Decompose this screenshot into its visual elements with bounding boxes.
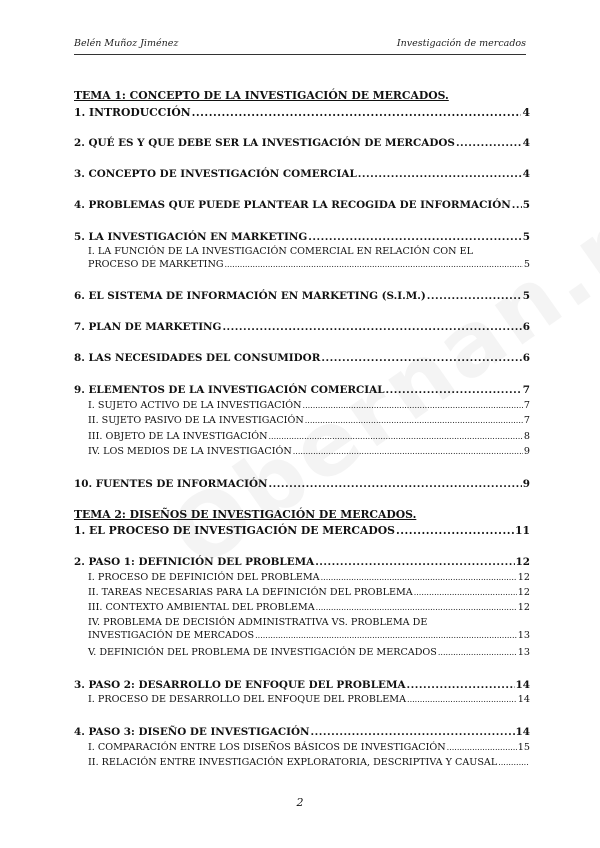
- toc-entry-page: 14: [517, 694, 530, 705]
- toc-subentry[interactable]: [88, 246, 530, 270]
- toc-entry-page: 5: [522, 231, 530, 243]
- toc-leader: [255, 631, 517, 640]
- tema2-title: TEMA 2: DISEÑOS DE INVESTIGACIÓN DE MERCADOS.: [74, 508, 417, 521]
- toc-subentry-label: II. RELACIÓN ENTRE INVESTIGACIÓN EXPLORATORIA, DESCRIPTIVA Y CAUSAL: [88, 757, 498, 768]
- toc-subentry[interactable]: [88, 572, 530, 583]
- toc-leader: [269, 432, 523, 441]
- toc-entry-page: 15: [517, 742, 530, 753]
- toc-entry-page: 4: [522, 168, 530, 180]
- toc-entry-page: 12: [517, 587, 530, 598]
- toc-entry[interactable]: [74, 478, 530, 490]
- toc-entry-page: 14: [515, 679, 530, 691]
- toc-leader: [407, 679, 515, 691]
- toc-entry[interactable]: [74, 726, 530, 738]
- toc-entry[interactable]: [74, 321, 530, 333]
- toc-leader: [427, 290, 522, 302]
- toc-subentry-label-cont: INVESTIGACIÓN DE MERCADOS: [88, 630, 255, 641]
- toc-entry-page: 9: [523, 446, 530, 457]
- toc-subentry-label: II. TAREAS NECESARIAS PARA LA DEFINICIÓN DEL PROBLEMA: [88, 587, 413, 598]
- toc-entry[interactable]: [74, 199, 530, 211]
- toc-entry-label: 9. ELEMENTOS DE LA INVESTIGACIÓN COMERCIAL: [74, 384, 385, 396]
- toc-leader: [269, 478, 522, 490]
- toc-entry-page: 13: [517, 630, 530, 641]
- toc-subentry-label: III. OBJETO DE LA INVESTIGACIÓN: [88, 431, 268, 442]
- toc-leader: [192, 106, 522, 119]
- toc-leader: [386, 384, 522, 396]
- toc-entry-page: 7: [523, 400, 530, 411]
- toc-subentry[interactable]: [88, 602, 530, 613]
- toc-leader: [308, 231, 521, 243]
- toc-subentry[interactable]: [88, 587, 530, 598]
- toc-subentry-label: IV. LOS MEDIOS DE LA INVESTIGACIÓN: [88, 446, 292, 457]
- toc-subentry-label: I. PROCESO DE DEFINICIÓN DEL PROBLEMA: [88, 572, 320, 583]
- toc-subentry[interactable]: [88, 694, 530, 705]
- toc-leader: [396, 524, 514, 537]
- toc-entry-page: 7: [522, 384, 530, 396]
- toc-entry[interactable]: [74, 352, 530, 364]
- toc-subentry[interactable]: [88, 400, 530, 411]
- toc-entry[interactable]: [74, 106, 530, 119]
- header-divider: [74, 54, 526, 55]
- toc-entry-page: 9: [522, 478, 530, 490]
- toc-entry-page: 14: [515, 726, 530, 738]
- toc-leader: [305, 416, 523, 425]
- toc-entry[interactable]: [74, 524, 530, 537]
- toc-entry-label: 5. LA INVESTIGACIÓN EN MARKETING: [74, 231, 308, 243]
- page-number: 2: [296, 796, 304, 809]
- toc-entry-label: 2. PASO 1: DEFINICIÓN DEL PROBLEMA: [74, 556, 315, 568]
- toc-leader: [407, 695, 517, 704]
- toc-leader: [222, 321, 521, 333]
- toc-entry-page: 12: [517, 572, 530, 583]
- toc-subentry[interactable]: [88, 617, 530, 641]
- toc-leader: [358, 168, 522, 180]
- toc-entry[interactable]: [74, 556, 530, 568]
- toc-entry-label: 1. INTRODUCCIÓN: [74, 106, 191, 119]
- toc-entry[interactable]: [74, 679, 530, 691]
- toc-leader: [315, 556, 514, 568]
- toc-entry-page: 7: [523, 415, 530, 426]
- toc-entry-label: 8. LAS NECESIDADES DEL CONSUMIDOR: [74, 352, 321, 364]
- toc-entry-label: 6. EL SISTEMA DE INFORMACIÓN EN MARKETING (S.I.M.): [74, 290, 426, 302]
- toc-entry-label: 1. EL PROCESO DE INVESTIGACIÓN DE MERCADOS: [74, 524, 395, 537]
- toc-entry-page: 6: [522, 321, 530, 333]
- toc-entry-page: 12: [515, 556, 530, 568]
- toc-entry[interactable]: [74, 384, 530, 396]
- toc-subentry[interactable]: [88, 415, 530, 426]
- toc-entry-label: 4. PASO 3: DISEÑO DE INVESTIGACIÓN: [74, 726, 310, 738]
- tema1-title: TEMA 1: CONCEPTO DE LA INVESTIGACIÓN DE MERCADOS.: [74, 89, 449, 102]
- page-header: [74, 38, 526, 52]
- toc-entry-label: 3. PASO 2: DESARROLLO DE ENFOQUE DEL PROBLEMA: [74, 679, 406, 691]
- toc-subentry-label: I. LA FUNCIÓN DE LA INVESTIGACIÓN COMERCIAL EN RELACIÓN CON EL: [88, 246, 473, 257]
- toc-leader: [225, 260, 523, 269]
- toc-entry-label: 10. FUENTES DE INFORMACIÓN: [74, 478, 268, 490]
- toc-entry[interactable]: [74, 231, 530, 243]
- toc-leader: [321, 573, 517, 582]
- toc-subentry[interactable]: [88, 757, 530, 768]
- toc-leader: [311, 726, 515, 738]
- toc-leader: [498, 758, 529, 767]
- toc-subentry-label: III. CONTEXTO AMBIENTAL DEL PROBLEMA: [88, 602, 315, 613]
- toc-subentry[interactable]: [88, 647, 530, 658]
- toc-leader: [316, 603, 517, 612]
- toc-subentry-label-cont: PROCESO DE MARKETING: [88, 259, 224, 270]
- toc-leader: [414, 588, 517, 597]
- toc-entry[interactable]: [74, 168, 530, 180]
- toc-leader: [321, 352, 521, 364]
- toc-leader: [438, 648, 517, 657]
- toc-subentry-label: V. DEFINICIÓN DEL PROBLEMA DE INVESTIGACIÓN DE MERCADOS: [88, 647, 437, 658]
- toc-subentry[interactable]: [88, 431, 530, 442]
- toc-subentry-label: I. SUJETO ACTIVO DE LA INVESTIGACIÓN: [88, 400, 302, 411]
- toc-subentry[interactable]: [88, 446, 530, 457]
- toc-entry-label: 3. CONCEPTO DE INVESTIGACIÓN COMERCIAL: [74, 168, 357, 180]
- toc-entry[interactable]: [74, 290, 530, 302]
- toc-leader: [447, 743, 517, 752]
- toc-entry-page: 4: [522, 137, 530, 149]
- header-author: Belén Muñoz Jiménez: [74, 38, 179, 49]
- toc-entry-page: 12: [517, 602, 530, 613]
- toc-entry-label: 4. PROBLEMAS QUE PUEDE PLANTEAR LA RECOGIDA DE INFORMACIÓN: [74, 199, 511, 211]
- toc-subentry[interactable]: [88, 742, 530, 753]
- toc-entry-label: 2. QUÉ ES Y QUE DEBE SER LA INVESTIGACIÓN DE MERCADOS: [74, 137, 455, 149]
- toc-entry[interactable]: [74, 137, 530, 149]
- toc-entry-page: 5: [523, 259, 530, 270]
- toc-subentry-label: IV. PROBLEMA DE DECISIÓN ADMINISTRATIVA VS. PROBLEMA DE: [88, 617, 428, 628]
- toc-entry-page: 13: [517, 647, 530, 658]
- toc-entry-label: 7. PLAN DE MARKETING: [74, 321, 222, 333]
- toc-leader: [293, 447, 523, 456]
- toc-entry-page: 4: [522, 106, 530, 119]
- header-subject: Investigación de mercados: [396, 38, 526, 49]
- toc-subentry-label: I. COMPARACIÓN ENTRE LOS DISEÑOS BÁSICOS DE INVESTIGACIÓN: [88, 742, 446, 753]
- toc-entry-page: 5: [522, 199, 530, 211]
- toc-entry-page: 8: [523, 431, 530, 442]
- toc-leader: [456, 137, 522, 149]
- toc-entry-page: 6: [522, 352, 530, 364]
- toc-entry-page: 11: [514, 524, 530, 537]
- toc-leader: [512, 199, 522, 211]
- toc-entry-page: 5: [522, 290, 530, 302]
- toc-subentry-label: I. PROCESO DE DESARROLLO DEL ENFOQUE DEL PROBLEMA: [88, 694, 407, 705]
- toc-leader: [303, 401, 523, 410]
- toc-subentry-label: II. SUJETO PASIVO DE LA INVESTIGACIÓN: [88, 415, 304, 426]
